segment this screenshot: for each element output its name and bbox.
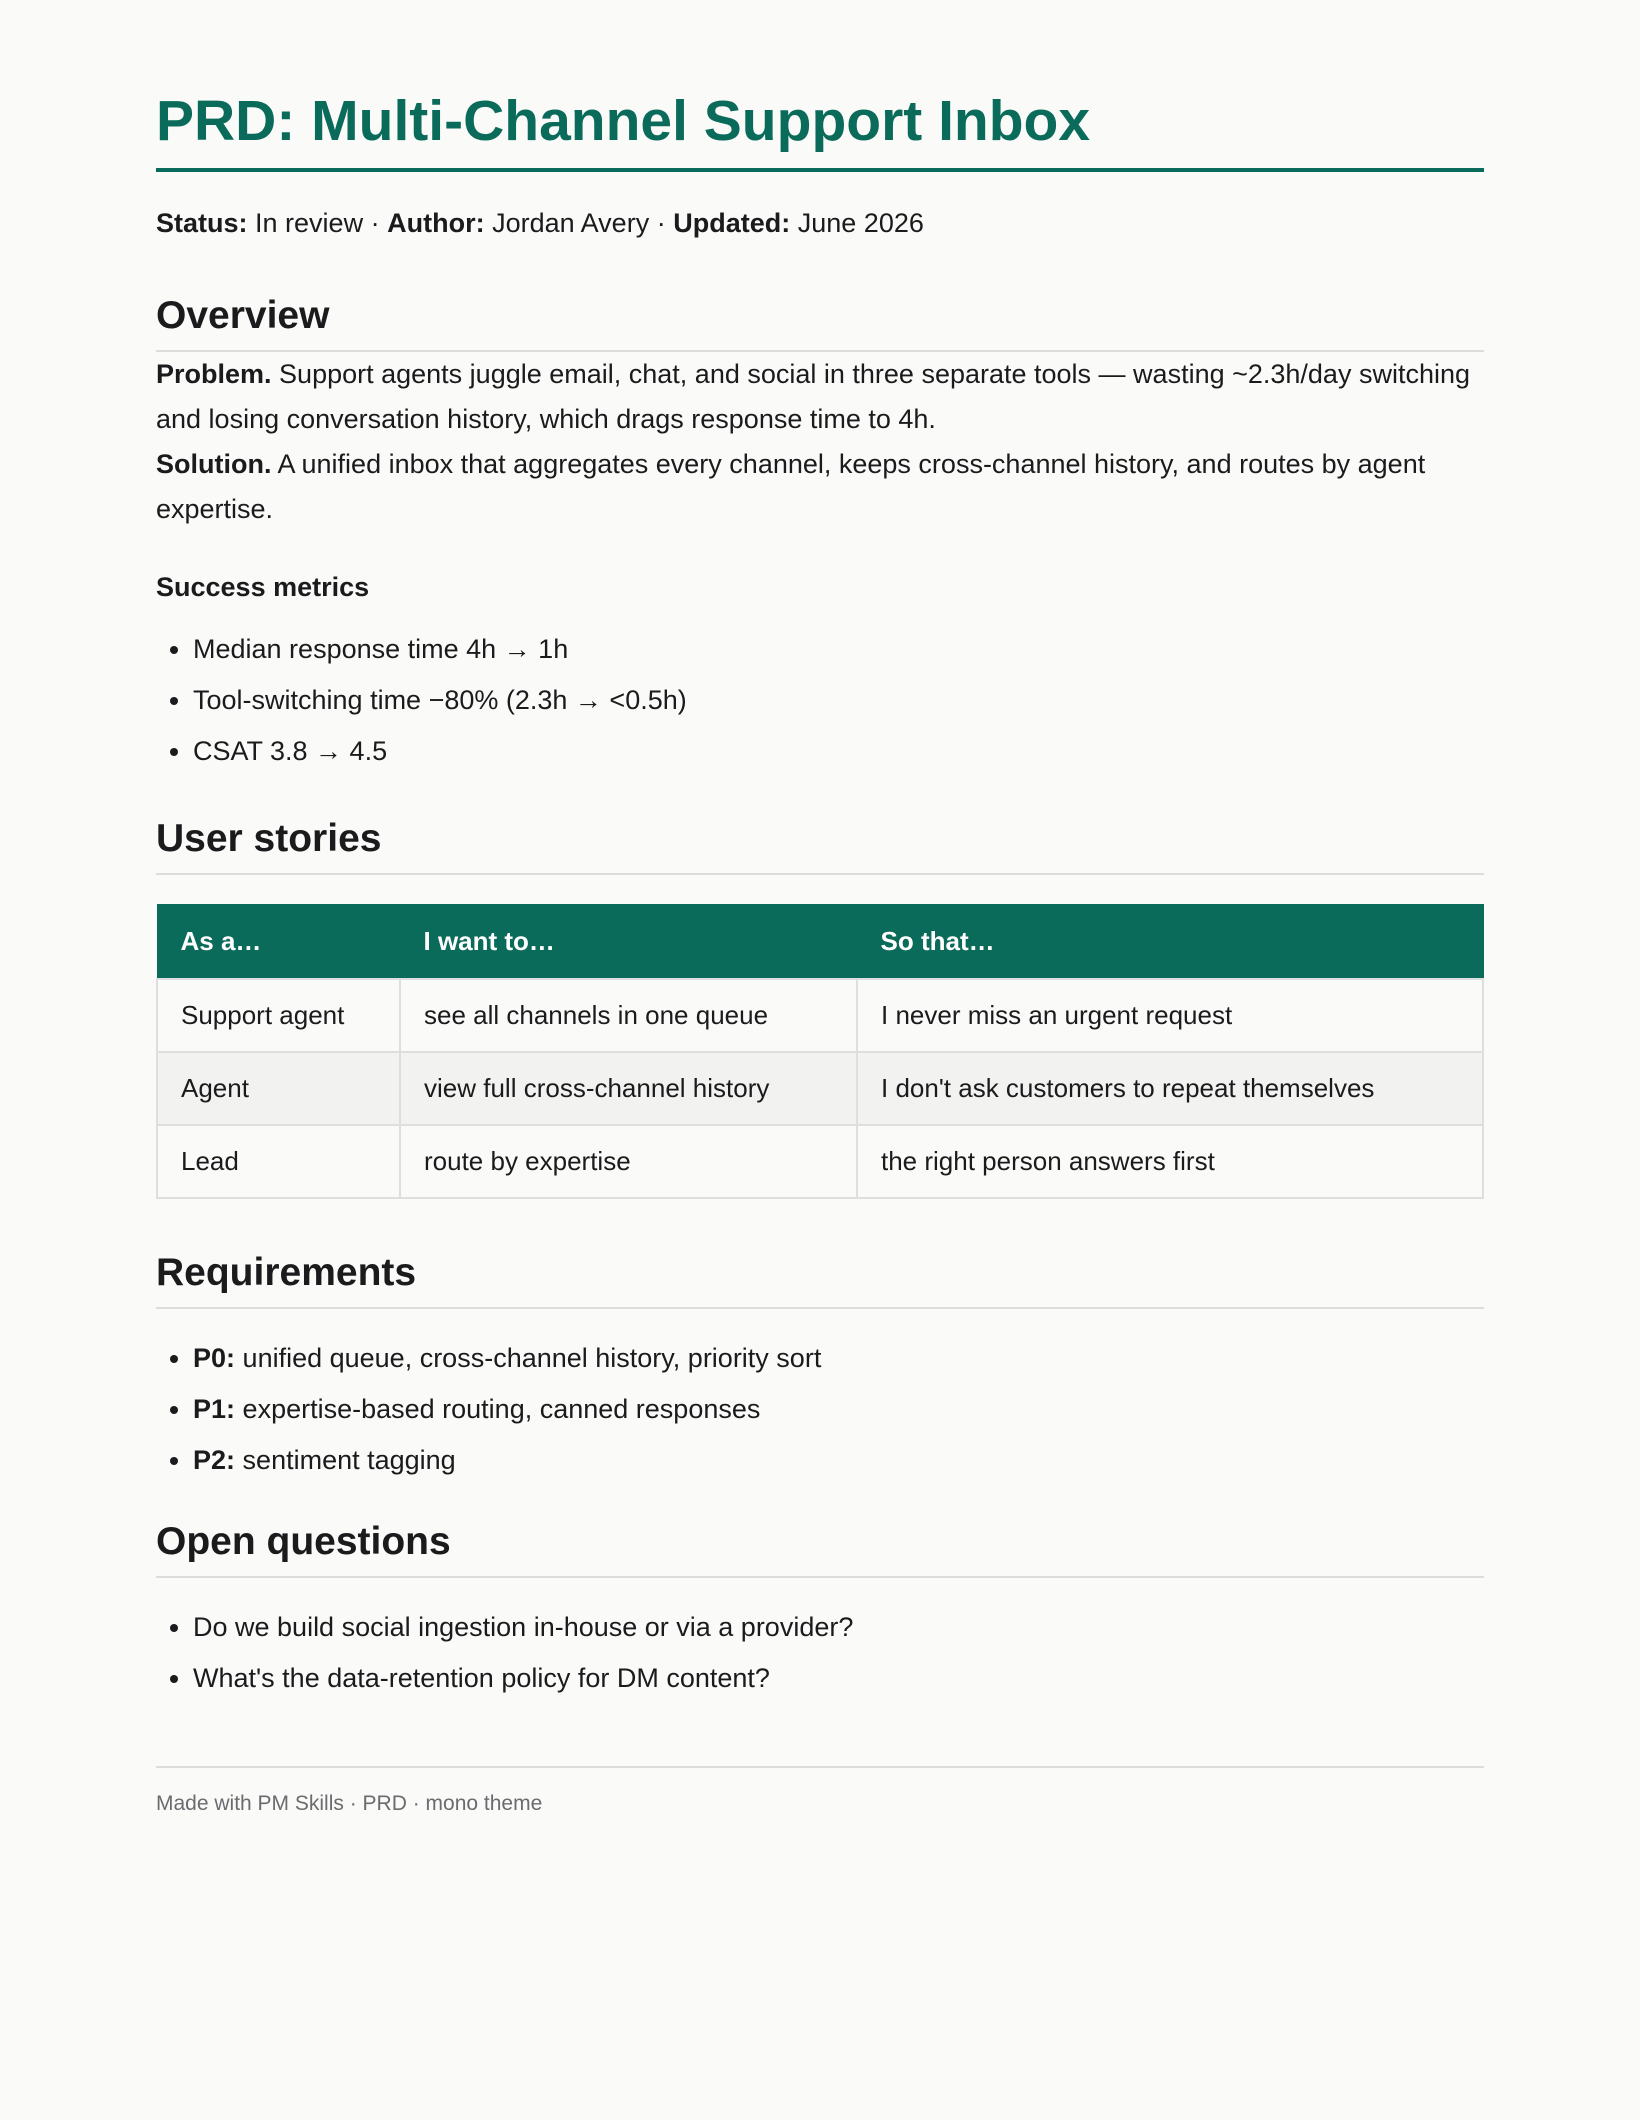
meta-separator: · xyxy=(370,208,380,238)
table-cell: I never miss an urgent request xyxy=(857,979,1483,1052)
problem-text: Support agents juggle email, chat, and social in three separate tools — wasting ~2.3h/day switching and losing conversation history, which drags response time to 4h. xyxy=(156,359,1470,434)
table-cell: Agent xyxy=(157,1052,400,1125)
column-header-so-that: So that… xyxy=(857,905,1483,980)
overview-heading: Overview xyxy=(156,292,1484,352)
requirement-text: unified queue, cross-channel history, priority sort xyxy=(242,1343,822,1373)
table-cell: the right person answers first xyxy=(857,1125,1483,1198)
table-cell: I don't ask customers to repeat themselves xyxy=(857,1052,1483,1125)
table-cell: Lead xyxy=(157,1125,400,1198)
success-metrics-list xyxy=(156,624,1484,777)
prd-document xyxy=(156,0,1484,1818)
table-cell: Support agent xyxy=(157,979,400,1052)
table-cell: view full cross-channel history xyxy=(400,1052,857,1125)
table-row xyxy=(157,1125,1483,1198)
updated-label: Updated: xyxy=(673,208,791,238)
requirements-list xyxy=(156,1333,1484,1486)
updated-value: June 2026 xyxy=(797,208,924,238)
open-questions-heading: Open questions xyxy=(156,1518,1484,1578)
page-title: PRD: Multi-Channel Support Inbox xyxy=(156,86,1484,172)
table-cell: see all channels in one queue xyxy=(400,979,857,1052)
problem-label: Problem. xyxy=(156,359,272,389)
priority-label: P2: xyxy=(193,1445,236,1475)
author-label: Author: xyxy=(387,208,485,238)
list-item: • Tool-switching time −80% (2.3h → <0.5h) xyxy=(193,675,1484,726)
page-footer: Made with PM Skills · PRD · mono theme xyxy=(156,1766,1484,1818)
priority-label: P1: xyxy=(193,1394,236,1424)
priority-label: P0: xyxy=(193,1343,236,1373)
user-stories-heading: User stories xyxy=(156,815,1484,875)
list-item: • CSAT 3.8 → 4.5 xyxy=(193,726,1484,777)
document-meta xyxy=(156,206,1484,240)
requirements-heading: Requirements xyxy=(156,1249,1484,1309)
table-cell: route by expertise xyxy=(400,1125,857,1198)
status-value: In review xyxy=(255,208,364,238)
solution-paragraph xyxy=(156,442,1484,532)
solution-text: A unified inbox that aggregates every channel, keeps cross-channel history, and routes by agent expertise. xyxy=(156,449,1426,524)
open-questions-list xyxy=(156,1602,1484,1704)
list-item xyxy=(193,1435,1484,1486)
list-item xyxy=(193,1333,1484,1384)
table-row xyxy=(157,1052,1483,1125)
problem-paragraph xyxy=(156,352,1484,442)
status-label: Status: xyxy=(156,208,248,238)
list-item xyxy=(193,1384,1484,1435)
success-metrics-heading: Success metrics xyxy=(156,572,370,602)
table-header-row xyxy=(157,905,1483,980)
solution-label: Solution. xyxy=(156,449,272,479)
column-header-i-want-to: I want to… xyxy=(400,905,857,980)
requirement-text: sentiment tagging xyxy=(242,1445,456,1475)
column-header-as-a: As a… xyxy=(157,905,400,980)
user-stories-table xyxy=(156,904,1484,1199)
requirement-text: expertise-based routing, canned responses xyxy=(242,1394,761,1424)
list-item: • Do we build social ingestion in-house or via a provider? xyxy=(193,1602,1484,1653)
meta-separator: · xyxy=(656,208,666,238)
list-item: • Median response time 4h → 1h xyxy=(193,624,1484,675)
author-value: Jordan Avery xyxy=(492,208,650,238)
list-item: • What's the data-retention policy for DM content? xyxy=(193,1653,1484,1704)
table-row xyxy=(157,979,1483,1052)
